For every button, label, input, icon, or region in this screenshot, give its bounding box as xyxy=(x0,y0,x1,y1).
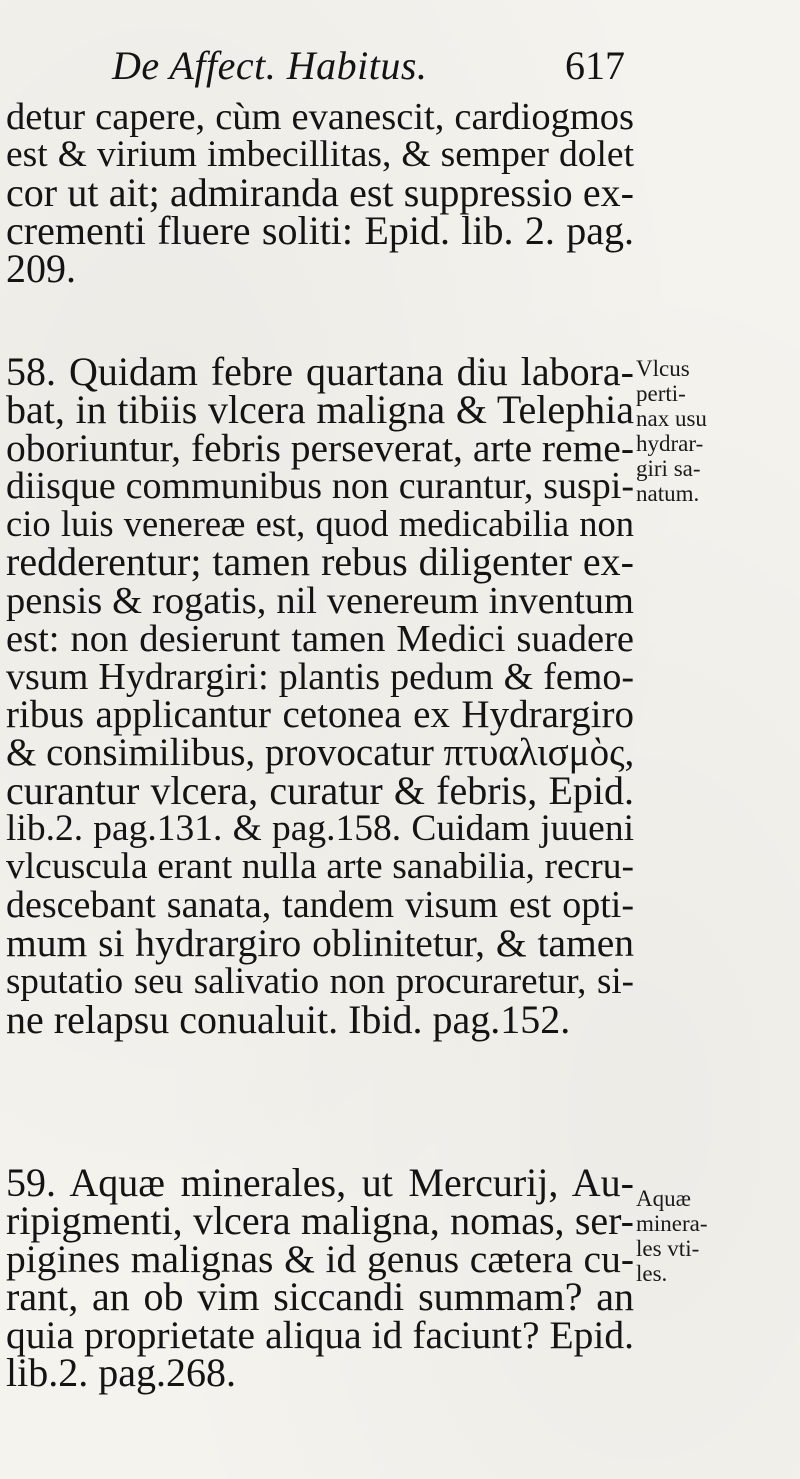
margin-note-line: les. xyxy=(636,1261,668,1286)
margin-note-line: natum. xyxy=(636,481,700,506)
text-line: quia proprietate aliqua id faciunt? Epid. xyxy=(6,1313,634,1358)
margin-note-line: Aquæ xyxy=(636,1186,691,1211)
text-line: oboriuntur, febris perseverat, arte reme- xyxy=(6,426,634,471)
margin-note-line: minera- xyxy=(636,1211,708,1236)
text-line: 209. xyxy=(6,246,76,292)
text-line: mum si hydrargiro oblinitetur, & tamen xyxy=(6,921,634,966)
text-line: ne relapsu conualuit. Ibid. pag.152. xyxy=(6,996,571,1042)
margin-note-59 xyxy=(636,1186,796,1286)
text-line: descebant sanata, tandem visum est opti- xyxy=(6,884,634,927)
text-line: est: non desierunt tamen Medici suadere xyxy=(6,617,634,660)
running-head: De Affect. Habitus. xyxy=(112,43,428,88)
text-line: pigines malignas & id genus cætera cu- xyxy=(6,1237,634,1282)
text-line: cor ut ait; admiranda est suppressio ex- xyxy=(6,170,634,216)
text-line: lib.2. pag.268. xyxy=(6,1350,236,1396)
text-line: detur capere, cùm evanescit, cardiogmos xyxy=(6,96,634,138)
margin-note-line: Vlcus xyxy=(636,356,690,381)
page-number: 617 xyxy=(565,43,625,88)
text-line: bat, in tibiis vlcera maligna & Telephia xyxy=(6,387,634,433)
text-line: 58. Quidam febre quartana diu labora- xyxy=(6,349,634,394)
text-line: sputatio seu salivatio non procuraretur, si- xyxy=(6,960,634,1002)
text-line: diisque communibus non curantur, suspi- xyxy=(6,465,634,508)
paragraph-59 xyxy=(6,1160,634,1396)
margin-note-line: giri sa- xyxy=(636,456,701,481)
text-line: est & virium imbecillitas, & semper dolet xyxy=(6,134,634,176)
margin-note-line: perti- xyxy=(636,381,686,406)
text-line: 59. Aquæ minerales, ut Mercurij, Au- xyxy=(6,1160,634,1205)
text-line: & consimilibus, provocatur πτυαλισμὸς, xyxy=(6,730,635,774)
text-line: ripigmenti, vlcera maligna, nomas, ser- xyxy=(6,1198,634,1244)
margin-note-line: hydrar- xyxy=(636,431,704,456)
margin-note-line: nax usu xyxy=(636,406,707,431)
text-line: curantur vlcera, curatur & febris, Epid. xyxy=(6,768,634,814)
text-line: vlcuscula erant nulla arte sanabilia, recru- xyxy=(6,846,634,888)
text-line: rant, an ob vim siccandi summam? an xyxy=(6,1274,634,1320)
margin-note-58 xyxy=(636,356,796,506)
text-line: vsum Hydrargiri: plantis pedum & femo- xyxy=(6,655,634,698)
text-line: ribus applicantur cetonea ex Hydrargiro xyxy=(6,692,634,736)
text-line: lib.2. pag.131. & pag.158. Cuidam juueni xyxy=(6,808,634,850)
margin-note-line: les vti- xyxy=(636,1236,700,1261)
text-line: redderentur; tamen rebus diligenter ex- xyxy=(6,539,634,585)
text-line: pensis & rogatis, nil venereum inventum xyxy=(6,579,634,622)
text-line: crementi fluere soliti: Epid. lib. 2. pag. xyxy=(6,208,634,254)
text-line: cio luis venereæ est, quod medicabilia non xyxy=(6,503,634,545)
paragraph-continued xyxy=(6,96,634,292)
paragraph-58 xyxy=(6,349,635,1042)
page-header xyxy=(0,42,800,92)
